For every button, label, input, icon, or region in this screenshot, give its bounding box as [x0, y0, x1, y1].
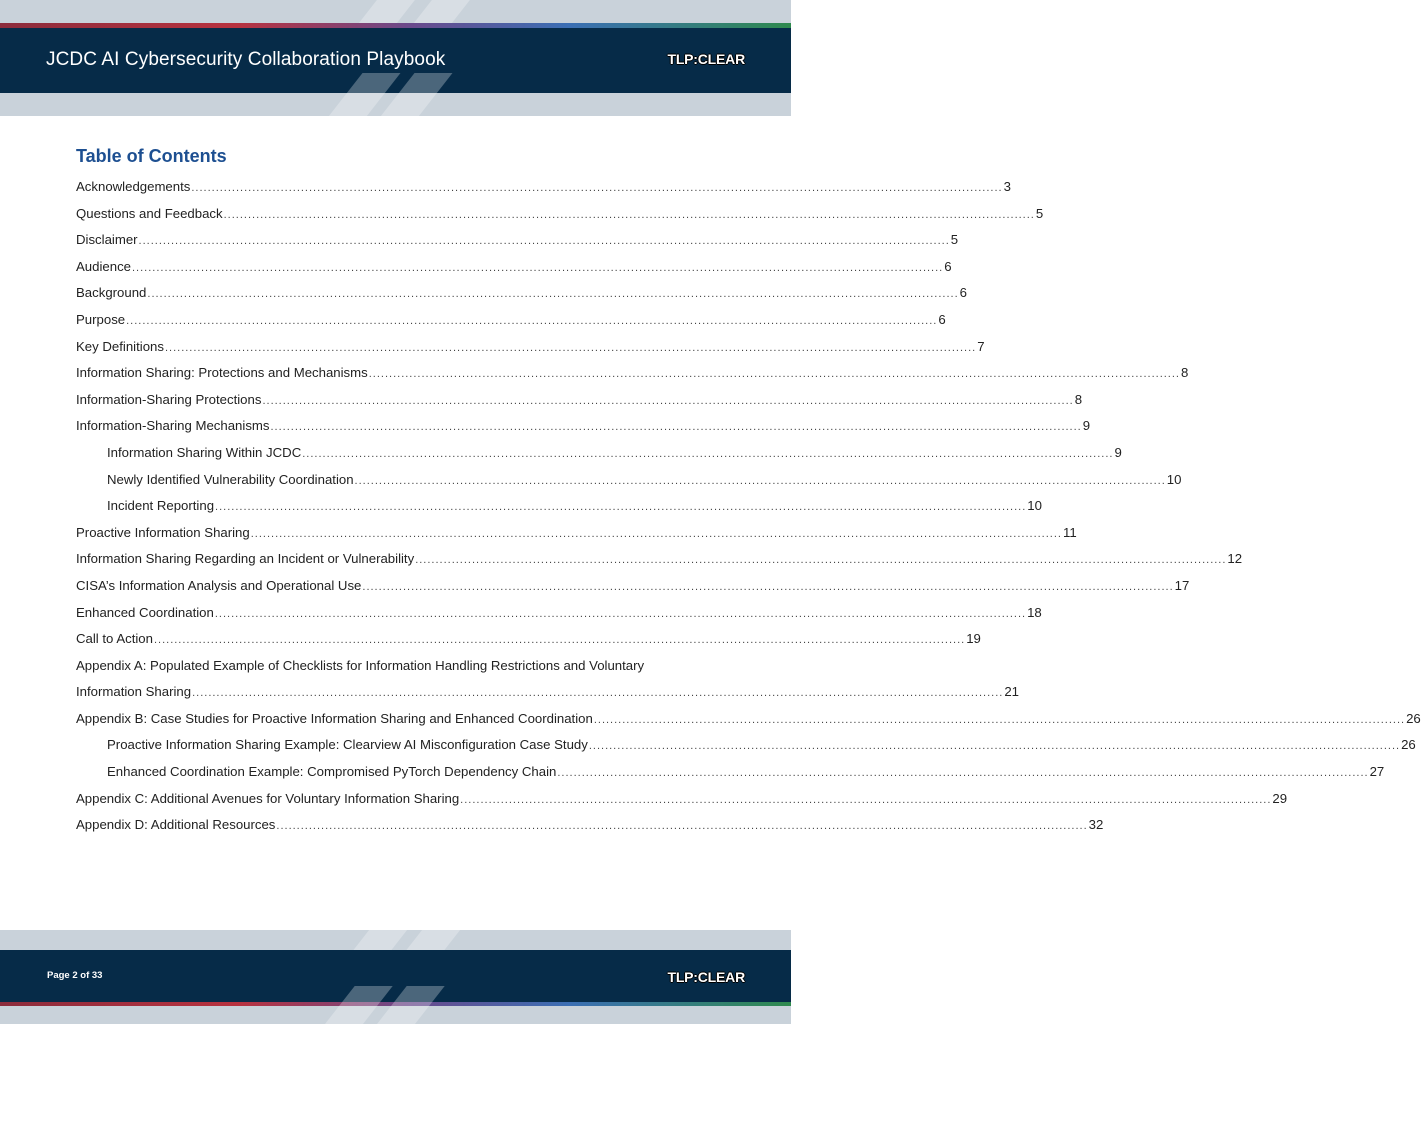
toc-entry-label-line1: Appendix A: Populated Example of Checklists for Information Handling Restrictions and Voluntary — [76, 657, 645, 673]
toc-entry-page: 26 — [1406, 710, 1421, 726]
toc-entry-label: Disclaimer — [76, 232, 138, 248]
toc-entry-appendix-c[interactable] — [76, 789, 1288, 816]
toc-entry-page: 8 — [1180, 365, 1189, 381]
toc-leader-dots: ........................................................................................................................................................................................................ — [262, 394, 1074, 407]
toc-entry-audience[interactable] — [76, 257, 952, 284]
toc-heading: Table of Contents — [76, 146, 227, 166]
toc-entry-label: Questions and Feedback — [76, 205, 223, 221]
toc-entry-page: 18 — [1027, 604, 1042, 620]
toc-entry-appendix-d[interactable] — [76, 815, 1104, 842]
toc-entry-page: 3 — [1003, 179, 1011, 194]
toc-entry-proactive-sharing[interactable] — [76, 523, 1077, 550]
toc-leader-dots: ........................................................................................................................................................................................................ — [302, 447, 1114, 460]
toc-entry-page: 12 — [1227, 551, 1243, 567]
toc-entry-label: Appendix B: Case Studies for Proactive Information Sharing and Enhanced Coordination — [76, 710, 593, 726]
toc-entry-cisa-analysis[interactable] — [76, 576, 1190, 603]
toc-leader-dots: ........................................................................................................................................................................................................ — [354, 474, 1166, 487]
toc-subentry-clearview-case[interactable] — [76, 735, 1416, 762]
toc-subentry-incident-reporting[interactable] — [76, 496, 1042, 523]
toc-entry-key-definitions[interactable] — [76, 337, 985, 364]
toc-entry-page: 19 — [966, 631, 981, 647]
toc-entry-page: 8 — [1074, 391, 1083, 407]
toc-leader-dots: ........................................................................................................................................................................................................ — [250, 527, 1062, 540]
footer-bottom-band — [0, 1006, 791, 1024]
toc-entry-label: Proactive Information Sharing — [76, 524, 250, 540]
toc-entry-label: Information-Sharing Protections — [76, 391, 262, 407]
toc-entry-acknowledgements[interactable] — [76, 177, 1011, 204]
toc-subentry-within-jcdc[interactable] — [76, 443, 1122, 470]
toc-entry-page: 32 — [1088, 817, 1104, 833]
toc-entry-label: Information-Sharing Mechanisms — [76, 418, 270, 434]
toc-entry-page: 11 — [1062, 524, 1077, 540]
toc-entry-label: Proactive Information Sharing Example: Clearview AI Misconfiguration Case Study — [107, 737, 588, 753]
page-header — [0, 0, 791, 116]
toc-leader-dots: ........................................................................................................................................................................................................ — [368, 368, 1180, 381]
toc-entry-questions-feedback[interactable] — [76, 204, 1044, 231]
page-number: Page 2 of 33 — [47, 970, 103, 981]
toc-entry-label: CISA’s Information Analysis and Operational Use — [76, 577, 362, 593]
toc-entry-incident-vulnerability[interactable] — [76, 549, 1243, 576]
toc-subentry-pytorch-case[interactable] — [76, 762, 1385, 789]
tlp-marking-header: TLP:CLEAR — [667, 51, 745, 67]
toc-leader-dots: ........................................................................................................................................................................................................ — [214, 607, 1027, 620]
toc-entry-page: 10 — [1166, 471, 1182, 487]
toc-entry-page: 5 — [1035, 205, 1044, 221]
toc-entry-page: 29 — [1272, 790, 1288, 806]
toc-entry-page: 26 — [1401, 737, 1416, 753]
toc-entry-disclaimer[interactable] — [76, 230, 959, 257]
toc-leader-dots: ........................................................................................................................................................................................................ — [215, 501, 1027, 514]
toc-entry-appendix-b[interactable] — [76, 709, 1421, 736]
toc-subentry-vulnerability-coordination[interactable] — [76, 470, 1182, 497]
toc-entry-label: Enhanced Coordination — [76, 604, 214, 620]
toc-entry-page: 9 — [1082, 418, 1091, 434]
toc-entry-page: 10 — [1027, 498, 1042, 514]
toc-entry-protections-mechanisms[interactable] — [76, 363, 1189, 390]
toc-leader-dots: ........................................................................................................................................................................................................ — [153, 634, 966, 647]
toc-entry-call-to-action[interactable] — [76, 629, 981, 656]
toc-entry-sharing-protections[interactable] — [76, 390, 1083, 417]
toc-entry-label: Purpose — [76, 311, 126, 327]
toc-entry-page: 6 — [959, 285, 967, 301]
toc-entry-page: 21 — [1004, 684, 1019, 700]
toc-entry-label: Appendix C: Additional Avenues for Voluntary Information Sharing — [76, 790, 460, 806]
footer-top-band — [0, 930, 791, 950]
toc-entry-label: Call to Action — [76, 631, 153, 647]
toc-entry-page: 9 — [1114, 444, 1122, 460]
toc-entry-label: Appendix D: Additional Resources — [76, 817, 276, 833]
toc-entry-sharing-mechanisms[interactable] — [76, 416, 1091, 443]
toc-leader-dots: ........................................................................................................................................................................................................ — [415, 554, 1227, 567]
toc-entry-appendix-a[interactable] — [76, 656, 1019, 709]
document-title: JCDC AI Cybersecurity Collaboration Playbook — [46, 49, 446, 70]
toc-leader-dots: ........................................................................................................................................................................................................ — [164, 341, 977, 354]
toc-entry-page: 6 — [944, 258, 952, 274]
toc-entry-label: Audience — [76, 258, 131, 274]
toc-entry-label-line2: Information Sharing — [76, 684, 192, 700]
toc-entry-background[interactable] — [76, 283, 967, 310]
toc-list — [76, 177, 1421, 842]
toc-entry-label: Incident Reporting — [107, 498, 215, 514]
toc-leader-dots: ........................................................................................................................................................................................................ — [270, 421, 1082, 434]
toc-entry-label: Newly Identified Vulnerability Coordination — [107, 471, 354, 487]
toc-entry-page: 7 — [977, 338, 985, 354]
toc-entry-page: 27 — [1369, 764, 1385, 780]
header-bottom-band — [0, 93, 791, 116]
toc-entry-label: Enhanced Coordination Example: Compromised PyTorch Dependency Chain — [107, 764, 557, 780]
toc-leader-dots: ........................................................................................................................................................................................................ — [557, 767, 1369, 780]
toc-entry-label: Acknowledgements — [76, 179, 191, 194]
tlp-marking-footer: TLP:CLEAR — [667, 969, 745, 985]
toc-leader-dots: ........................................................................................................................................................................................................ — [138, 235, 950, 248]
toc-entry-label: Information Sharing Within JCDC — [107, 444, 302, 460]
toc-leader-dots: ........................................................................................................................................................................................................ — [223, 208, 1035, 221]
toc-leader-dots: ........................................................................................................................................................................................................ — [191, 182, 1003, 194]
header-top-band — [0, 0, 791, 23]
toc-entry-label: Background — [76, 285, 147, 301]
toc-leader-dots: ........................................................................................................................................................................................................ — [460, 793, 1272, 806]
toc-entry-wrap-line — [76, 682, 1019, 709]
toc-leader-dots: ........................................................................................................................................................................................................ — [132, 261, 944, 274]
toc-entry-label: Key Definitions — [76, 338, 164, 354]
toc-leader-dots: ........................................................................................................................................................................................................ — [588, 740, 1401, 753]
toc-entry-enhanced-coordination[interactable] — [76, 603, 1042, 630]
toc-entry-purpose[interactable] — [76, 310, 946, 337]
toc-entry-label: Information Sharing Regarding an Incident or Vulnerability — [76, 551, 415, 567]
toc-entry-label: Information Sharing: Protections and Mechanisms — [76, 365, 368, 381]
toc-entry-page: 17 — [1174, 577, 1190, 593]
toc-leader-dots: ........................................................................................................................................................................................................ — [593, 713, 1406, 726]
toc-leader-dots: ........................................................................................................................................................................................................ — [126, 314, 938, 327]
toc-entry-page: 6 — [938, 311, 946, 327]
page-footer — [0, 930, 791, 1024]
toc-entry-page: 5 — [950, 232, 959, 248]
toc-leader-dots: ........................................................................................................................................................................................................ — [276, 820, 1088, 833]
toc-leader-dots: ........................................................................................................................................................................................................ — [362, 580, 1174, 593]
toc-leader-dots: ........................................................................................................................................................................................................ — [192, 687, 1004, 700]
toc-leader-dots: ........................................................................................................................................................................................................ — [147, 288, 959, 301]
